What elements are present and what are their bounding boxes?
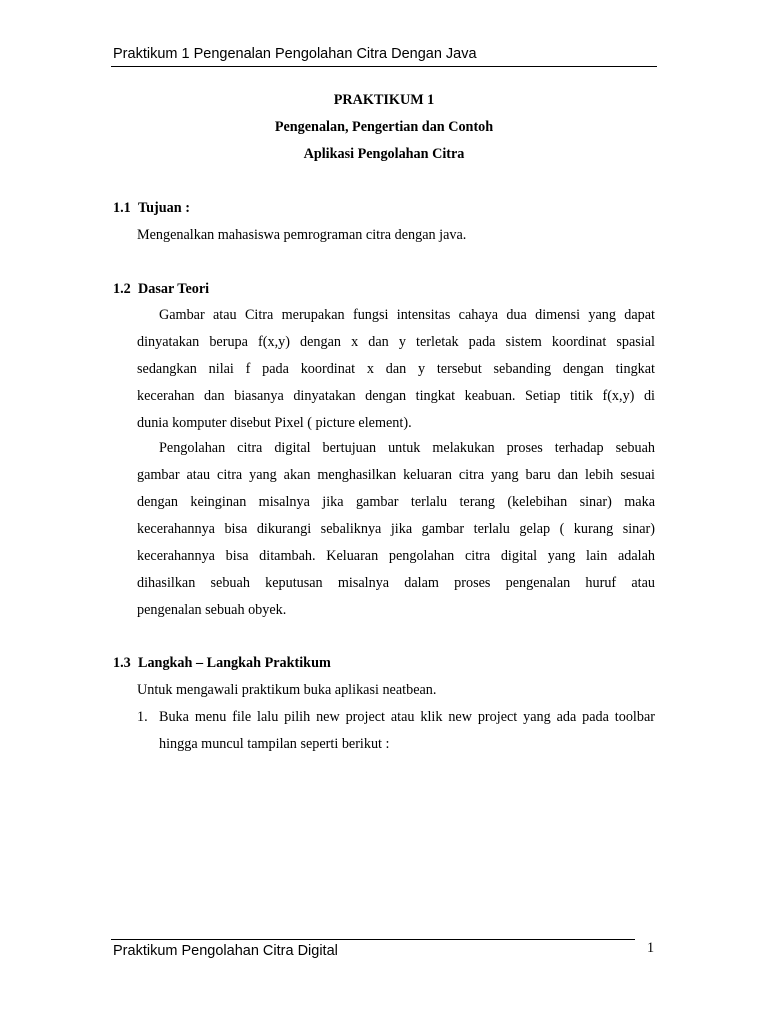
running-header: Praktikum 1 Pengenalan Pengolahan Citra Dengan Java xyxy=(113,46,477,62)
section-heading-tujuan xyxy=(113,200,190,217)
section-number: 1.1 xyxy=(113,200,131,216)
page-number: 1 xyxy=(647,940,655,956)
section-title: Langkah – Langkah Praktikum xyxy=(138,655,331,671)
body-line: kecerahan dan biasanya dinyatakan dengan tingkat keabuan. Setiap titik f(x,y) di xyxy=(137,388,655,404)
list-item-line: Buka menu file lalu pilih new project atau klik new project yang ada pada toolbar xyxy=(159,709,655,725)
body-line: gambar atau citra yang akan menghasilkan keluaran citra yang baru dan lebih sesuai xyxy=(137,467,655,483)
section-number: 1.3 xyxy=(113,655,131,671)
chapter-title: PRAKTIKUM 1 xyxy=(333,92,435,108)
body-line: Mengenalkan mahasiswa pemrograman citra dengan java. xyxy=(137,227,467,243)
running-footer: Praktikum Pengolahan Citra Digital xyxy=(113,943,338,959)
body-line: kecerahannya bisa ditambah. Keluaran pengolahan citra digital yang lain adalah xyxy=(137,548,655,564)
body-line: dinyatakan berupa f(x,y) dengan x dan y terletak pada sistem koordinat spasial xyxy=(137,334,655,350)
body-line: kecerahannya bisa dikurangi sebaliknya jika gambar terlalu gelap ( kurang sinar) xyxy=(137,521,655,537)
section-heading-dasar-teori xyxy=(113,281,209,298)
body-line: sedangkan nilai f pada koordinat x dan y tersebut sebanding dengan tingkat xyxy=(137,361,655,377)
body-line: Pengolahan citra digital bertujuan untuk melakukan proses terhadap sebuah xyxy=(159,440,655,456)
body-line: Gambar atau Citra merupakan fungsi intensitas cahaya dua dimensi yang dapat xyxy=(159,307,655,323)
body-line: dengan keinginan misalnya jika gambar terlalu terang (kelebihan sinar) maka xyxy=(137,494,655,510)
section-title: Tujuan : xyxy=(138,200,190,216)
list-number: 1. xyxy=(137,709,148,725)
body-line: Untuk mengawali praktikum buka aplikasi neatbean. xyxy=(137,682,437,698)
header-rule xyxy=(111,66,657,67)
footer-rule xyxy=(111,939,635,940)
chapter-subtitle-line-1: Pengenalan, Pengertian dan Contoh xyxy=(274,119,494,135)
section-title: Dasar Teori xyxy=(138,281,210,297)
section-heading-langkah xyxy=(113,655,331,672)
section-number: 1.2 xyxy=(113,281,131,297)
body-line: dunia komputer disebut Pixel ( picture element). xyxy=(137,415,412,431)
body-line: dihasilkan sebuah keputusan misalnya dalam proses pengenalan huruf atau xyxy=(137,575,655,591)
body-line: pengenalan sebuah obyek. xyxy=(137,602,287,618)
chapter-subtitle-line-2: Aplikasi Pengolahan Citra xyxy=(303,146,465,162)
list-item-line: hingga muncul tampilan seperti berikut : xyxy=(159,736,390,752)
